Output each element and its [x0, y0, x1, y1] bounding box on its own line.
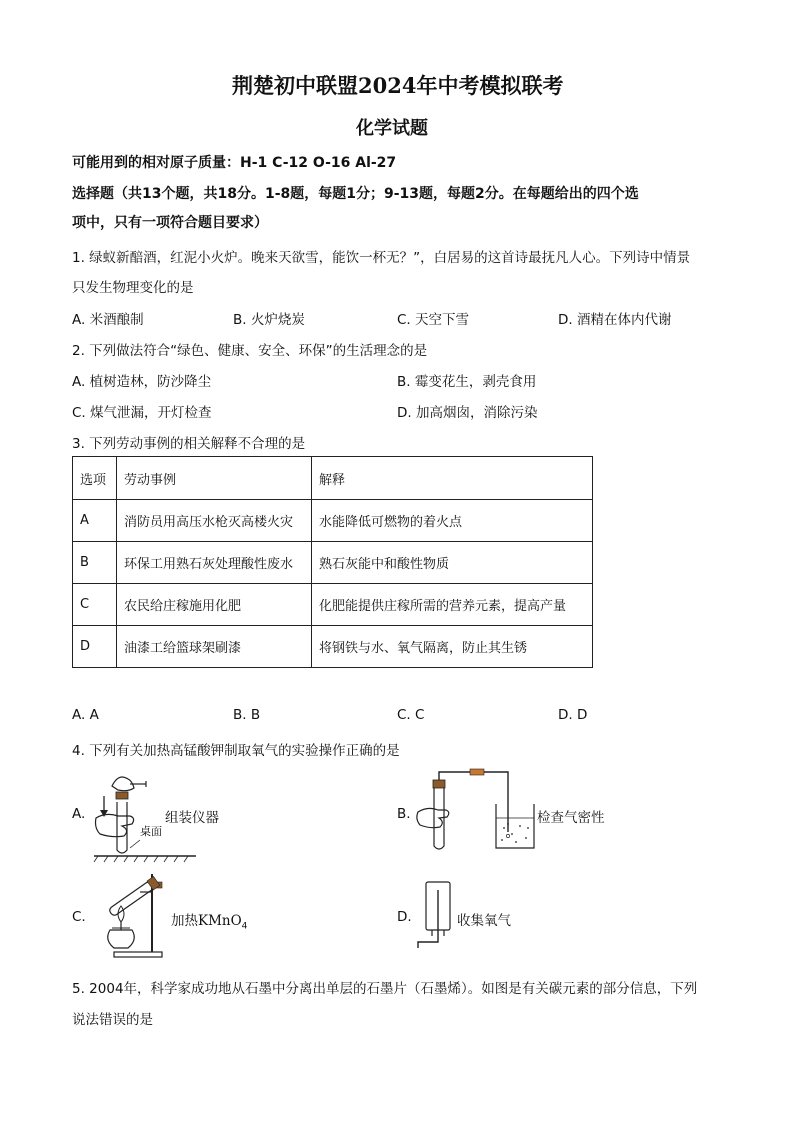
table-header-cell: 劳动事例: [117, 457, 312, 500]
q4-fig-b-letter: B.: [397, 806, 411, 822]
q2-option-d: D. 加高烟囱，消除污染: [397, 405, 538, 421]
q2-option-b: B. 霉变花生，剥壳食用: [397, 374, 537, 390]
q5-stem-line1: 5. 2004年，科学家成功地从石墨中分离出单层的石墨片（石墨烯）。如图是有关碳元素的部分信息，下列: [72, 981, 698, 997]
q1-option-c: C. 天空下雪: [397, 312, 470, 328]
q4-fig-a-caption: 组装仪器: [165, 810, 219, 826]
table-cell: A: [73, 500, 117, 542]
table-row: [73, 584, 593, 626]
table-cell: 环保工用熟石灰处理酸性废水: [117, 542, 312, 584]
section-instructions-line2: 项中，只有一项符合题目要求）: [72, 215, 268, 231]
table-cell: C: [73, 584, 117, 626]
q4-fig-a-letter: A.: [72, 806, 86, 822]
atomic-masses: 可能用到的相对原子质量：H-1 C-12 O-16 Al-27: [72, 155, 397, 171]
q4-fig-c-subscript: 4: [241, 921, 248, 932]
table-cell: 化肥能提供庄稼所需的营养元素，提高产量: [312, 584, 593, 626]
table-cell: D: [73, 626, 117, 668]
q3-option-b: B. B: [233, 707, 261, 723]
q5-stem-line2: 说法错误的是: [72, 1012, 153, 1028]
table-cell: 将钢铁与水、氧气隔离，防止其生锈: [312, 626, 593, 668]
q2-option-c: C. 煤气泄漏，开灯检查: [72, 405, 212, 421]
table-cell: 油漆工给篮球架刷漆: [117, 626, 312, 668]
q4-fig-c-caption: [171, 909, 247, 932]
q4-fig-c-formula: KMnO: [198, 913, 242, 929]
page-subtitle: 化学试题: [356, 118, 428, 139]
q2-option-a: A. 植树造林，防沙降尘: [72, 374, 212, 390]
section-instructions-line1: 选择题（共13个题，共18分。1-8题，每题1分；9-13题，每题2分。在每题给出的四个选: [72, 186, 639, 202]
q3-stem: 3. 下列劳动事例的相关解释不合理的是: [72, 436, 306, 452]
q2-stem: 2. 下列做法符合“绿色、健康、安全、环保”的生活理念的是: [72, 343, 428, 359]
q3-option-a: A. A: [72, 707, 99, 723]
q4-fig-b-caption: 检查气密性: [537, 810, 605, 826]
q3-option-d: D. D: [558, 707, 588, 723]
table-header-cell: 选项: [73, 457, 117, 500]
q1-stem-line2: 只发生物理变化的是: [72, 280, 194, 296]
q4-fig-a-note: 桌面: [140, 825, 162, 838]
table-row: [73, 626, 593, 668]
q1-option-a: A. 米酒酿制: [72, 312, 144, 328]
q4-stem: 4. 下列有关加热高锰酸钾制取氧气的实验操作正确的是: [72, 743, 400, 759]
q4-fig-d-letter: D.: [397, 909, 412, 925]
q4-figure-d: [414, 878, 458, 954]
table-cell: B: [73, 542, 117, 584]
q4-figure-c: [92, 870, 174, 962]
table-header-row: [73, 457, 593, 500]
q1-option-d: D. 酒精在体内代谢: [558, 312, 672, 328]
table-cell: 熟石灰能中和酸性物质: [312, 542, 593, 584]
q4-figure-b: [412, 768, 544, 858]
page-title: 荆楚初中联盟2024年中考模拟联考: [232, 73, 564, 98]
table-cell: 水能降低可燃物的着火点: [312, 500, 593, 542]
table-row: [73, 500, 593, 542]
q4-fig-d-caption: 收集氧气: [457, 913, 511, 929]
q1-stem-line1: 1. 绿蚁新醅酒，红泥小火炉。晚来天欲雪，能饮一杯无？”，白居易的这首诗最抚凡人心。下列诗中情景: [72, 250, 691, 266]
q3-table: [72, 456, 593, 668]
q1-option-b: B. 火炉烧炭: [233, 312, 305, 328]
table-cell: 消防员用高压水枪灭高楼火灾: [117, 500, 312, 542]
q4-fig-c-letter: C.: [72, 909, 86, 925]
table-row: [73, 542, 593, 584]
q3-option-c: C. C: [397, 707, 425, 723]
q4-fig-c-caption-text: 加热: [171, 913, 198, 929]
table-header-cell: 解释: [312, 457, 593, 500]
table-cell: 农民给庄稼施用化肥: [117, 584, 312, 626]
